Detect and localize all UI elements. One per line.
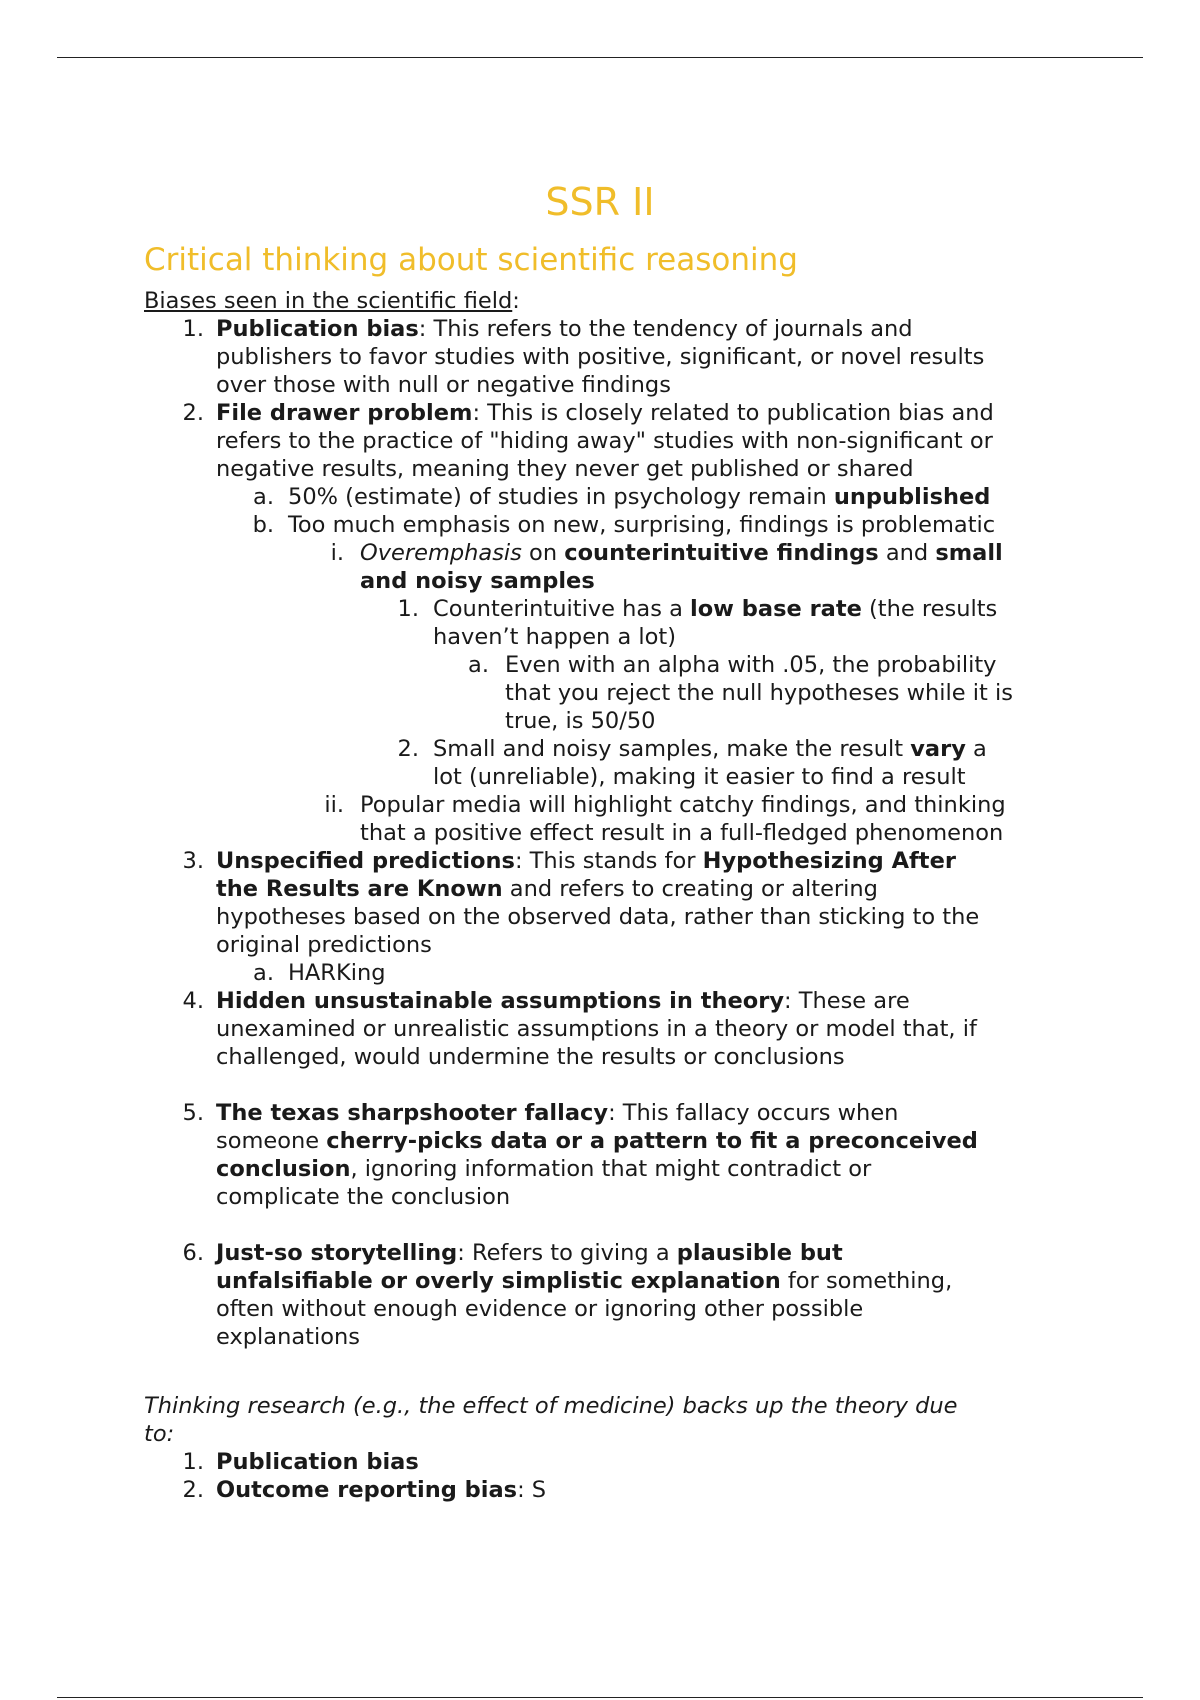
list-item-line: Overemphasis on counterintuitive findings and small bbox=[360, 540, 1003, 566]
list-item-line: Counterintuitive has a low base rate (the results bbox=[433, 596, 998, 622]
list-roman: ii. bbox=[324, 792, 344, 818]
list-item-line: complicate the conclusion bbox=[216, 1184, 511, 1210]
list-item-line: Even with an alpha with .05, the probability bbox=[505, 652, 997, 678]
list-item-line: 50% (estimate) of studies in psychology remain unpublished bbox=[288, 484, 991, 510]
list-item-line: often without enough evidence or ignoring other possible bbox=[216, 1296, 864, 1322]
list-number: 1. bbox=[182, 1449, 204, 1475]
list-letter: a. bbox=[468, 652, 489, 678]
list-number: 1. bbox=[397, 596, 419, 622]
biases-label-line: Biases seen in the scientific field: bbox=[144, 288, 520, 314]
thinking-paragraph: to: bbox=[144, 1421, 175, 1447]
list-item-line: the Results are Known and refers to creating or altering bbox=[216, 876, 878, 902]
list-item-line: The texas sharpshooter fallacy: This fallacy occurs when bbox=[216, 1100, 899, 1126]
list-letter: b. bbox=[252, 512, 274, 538]
list-item-line: File drawer problem: This is closely related to publication bias and bbox=[216, 400, 994, 426]
list-item-line: that a positive effect result in a full-fledged phenomenon bbox=[360, 820, 1004, 846]
section-heading: Critical thinking about scientific reasoning bbox=[144, 242, 798, 278]
list-item-line: someone cherry-picks data or a pattern to fit a preconceived bbox=[216, 1128, 978, 1154]
list-item-line: Small and noisy samples, make the result vary a bbox=[433, 736, 987, 762]
thinking-paragraph: Thinking research (e.g., the effect of medicine) backs up the theory due bbox=[144, 1393, 958, 1419]
list-number: 1. bbox=[182, 316, 204, 342]
list-item-line: hypotheses based on the observed data, rather than sticking to the bbox=[216, 904, 980, 930]
list-item-line: lot (unreliable), making it easier to find a result bbox=[433, 764, 966, 790]
list-item-line: true, is 50/50 bbox=[505, 708, 656, 734]
list-item-line: Publication bias: This refers to the tendency of journals and bbox=[216, 316, 913, 342]
list-letter: a. bbox=[253, 484, 274, 510]
bottom-rule bbox=[57, 1697, 1143, 1698]
list-item-line: Popular media will highlight catchy findings, and thinking bbox=[360, 792, 1006, 818]
list-number: 2. bbox=[182, 400, 204, 426]
list-item-line: Publication bias bbox=[216, 1449, 419, 1475]
list-number: 3. bbox=[182, 848, 204, 874]
list-item-line: publishers to favor studies with positive, significant, or novel results bbox=[216, 344, 985, 370]
list-item-line: that you reject the null hypotheses while it is bbox=[505, 680, 1013, 706]
biases-label: Biases seen in the scientific field bbox=[144, 288, 513, 314]
list-item-line: haven’t happen a lot) bbox=[433, 624, 677, 650]
page-title: SSR II bbox=[545, 180, 655, 224]
list-item-line: HARKing bbox=[288, 960, 386, 986]
list-roman: i. bbox=[330, 540, 344, 566]
list-letter: a. bbox=[253, 960, 274, 986]
list-item-line: negative results, meaning they never get published or shared bbox=[216, 456, 914, 482]
list-number: 4. bbox=[182, 988, 204, 1014]
list-item-line: Unspecified predictions: This stands for Hypothesizing After bbox=[216, 848, 956, 874]
list-item-line: unfalsifiable or overly simplistic explanation for something, bbox=[216, 1268, 953, 1294]
list-number: 2. bbox=[397, 736, 419, 762]
list-number: 2. bbox=[182, 1477, 204, 1503]
list-item-line: Too much emphasis on new, surprising, findings is problematic bbox=[288, 512, 996, 538]
top-rule bbox=[57, 57, 1143, 58]
list-item-line: Hidden unsustainable assumptions in theory: These are bbox=[216, 988, 910, 1014]
list-item-line: explanations bbox=[216, 1324, 360, 1350]
list-item-line: over those with null or negative findings bbox=[216, 372, 671, 398]
list-number: 6. bbox=[182, 1240, 204, 1266]
list-item-line: and noisy samples bbox=[360, 568, 595, 594]
list-number: 5. bbox=[182, 1100, 204, 1126]
list-item-line: original predictions bbox=[216, 932, 432, 958]
list-item-line: conclusion, ignoring information that might contradict or bbox=[216, 1156, 872, 1182]
list-item-line: Outcome reporting bias: S bbox=[216, 1477, 547, 1503]
list-item-line: Just-so storytelling: Refers to giving a plausible but bbox=[216, 1240, 843, 1266]
list-item-line: refers to the practice of "hiding away" studies with non-significant or bbox=[216, 428, 993, 454]
list-item-line: challenged, would undermine the results or conclusions bbox=[216, 1044, 845, 1070]
list-item-line: unexamined or unrealistic assumptions in a theory or model that, if bbox=[216, 1016, 977, 1042]
